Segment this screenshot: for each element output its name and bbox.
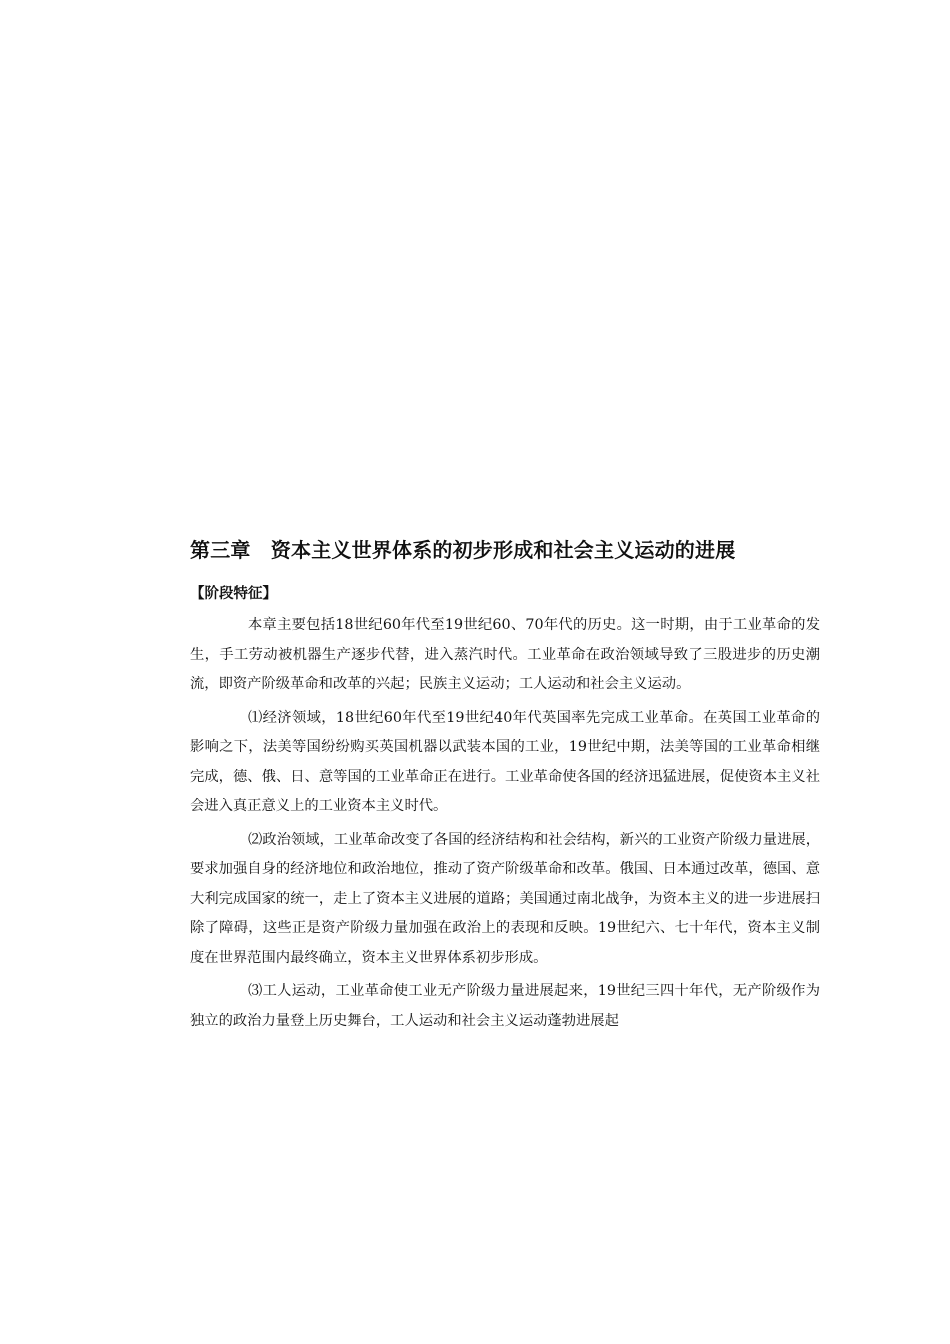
paragraph-economy: ⑴经济领域，18世纪60年代至19世纪40年代英国率先完成工业革命。在英国工业革命的影响之下，法美等国纷纷购买英国机器以武装本国的工业，19世纪中期，法美等国的工业革命相继完成，德、俄、日、意等国的工业革命正在进行。工业革命使各国的经济迅猛进展，促使资本主义社会进入真正意义上的工业资本主义时代。 xyxy=(190,709,820,814)
section-label: 【阶段特征】 xyxy=(190,586,277,602)
paragraph-intro: 本章主要包括18世纪60年代至19世纪60、70年代的历史。这一时期，由于工业革命的发生，手工劳动被机器生产逐步代替，进入蒸汽时代。工业革命在政治领域导致了三股进步的历史潮流，即资产阶级革命和改革的兴起；民族主义运动；工人运动和社会主义运动。 xyxy=(190,617,820,692)
chapter-title: 第三章 资本主义世界体系的初步形成和社会主义运动的进展 xyxy=(190,538,736,562)
paragraph-politics: ⑵政治领域，工业革命改变了各国的经济结构和社会结构，新兴的工业资产阶级力量进展，要求加强自身的经济地位和政治地位，推动了资产阶级革命和改革。俄国、日本通过改革，德国、意大利完成国家的统一，走上了资本主义进展的道路；美国通过南北战争，为资本主义的进一步进展扫除了障碍，这些正是资产阶级力量加强在政治上的表现和反映。19世纪六、七十年代，资本主义制度在世界范围内最终确立，资本主义世界体系初步形成。 xyxy=(190,831,820,966)
page-content xyxy=(190,533,820,1036)
paragraph-labor: ⑶工人运动，工业革命使工业无产阶级力量进展起来，19世纪三四十年代，无产阶级作为独立的政治力量登上历史舞台，工人运动和社会主义运动蓬勃进展起 xyxy=(190,983,820,1029)
